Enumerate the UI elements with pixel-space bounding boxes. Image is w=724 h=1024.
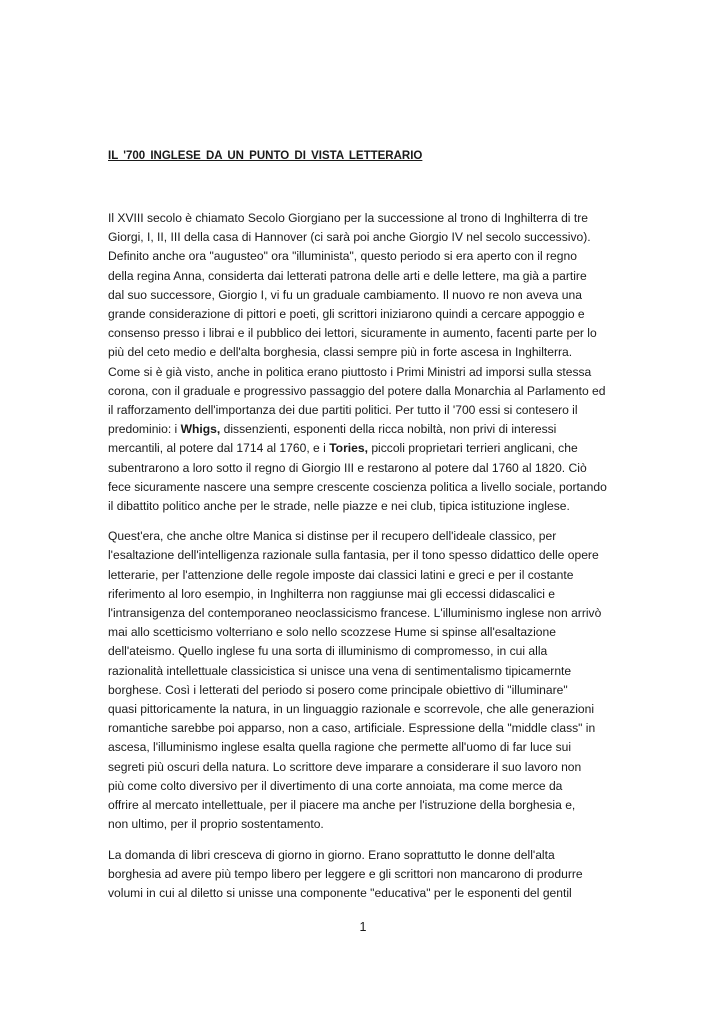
text-line: più del ceto medio e dell'alta borghesia, classi sempre più in forte ascesa in Inghilterra.	[108, 345, 573, 360]
text-line	[108, 439, 618, 458]
text-line: dal suo successore, Giorgio I, vi fu un graduale cambiamento. Il nuovo re non aveva una	[108, 287, 582, 302]
text-line: dell'ateismo. Quello inglese fu una sorta di illuminismo di compromesso, in cui alla	[108, 644, 548, 659]
paragraph-2	[108, 527, 618, 834]
paragraph-3	[108, 846, 618, 904]
bold-term-tories: Tories,	[329, 441, 368, 456]
text-line: della regina Anna, considerta dai letterati patrona delle arti e delle lettere, ma già a partire	[108, 268, 587, 283]
text-line: romantiche sarebbe poi apparso, non a caso, artificiale. Espressione della "middle class" in	[108, 721, 596, 736]
text-line: consenso presso i librai e il pubblico dei lettori, sicuramente in aumento, facenti parte per lo	[108, 326, 597, 341]
text-fragment: piccoli proprietari terrieri anglicani, che	[367, 441, 578, 456]
text-fragment: predominio: i	[108, 422, 181, 437]
text-line: l'esaltazione dell'intelligenza razionale sulla fantasia, per il tono spesso didattico delle opere	[108, 548, 599, 563]
paragraph-1	[108, 209, 618, 516]
text-line: il rafforzamento dell'importanza dei due partiti politici. Per tutto il '700 essi si contesero il	[108, 403, 578, 418]
text-line: borghese. Così i letterati del periodo si posero come principale obiettivo di "illuminare"	[108, 682, 568, 697]
text-line: Il XVIII secolo è chiamato Secolo Giorgiano per la successione al trono di Inghilterra di tre	[108, 211, 588, 225]
document-title: IL '700 INGLESE DA UN PUNTO DI VISTA LETTERARIO	[108, 150, 423, 162]
text-line: l'intransigenza del contemporaneo neoclassicismo francese. L'illuminismo inglese non arrivò	[108, 606, 602, 621]
text-line: ascesa, l'illuminismo inglese esalta quella ragione che permette all'uomo di far luce sui	[108, 740, 572, 755]
text-line: il dibattito politico anche per le strade, nelle piazze e nei club, tipica istituzione inglese.	[108, 499, 570, 514]
text-line: quasi pittoricamente la natura, in un linguaggio razionale e scorrevole, che alle generazioni	[108, 702, 595, 717]
page-number: 1	[359, 920, 367, 934]
text-line: La domanda di libri cresceva di giorno in giorno. Erano soprattutto le donne dell'alta	[108, 847, 555, 862]
document-body	[108, 209, 618, 914]
text-line: offrire al mercato intellettuale, per il piacere ma anche per l'istruzione della borghesia e,	[108, 798, 576, 813]
bold-term-whigs: Whigs,	[180, 422, 221, 437]
text-line: Come si è già visto, anche in politica erano piuttosto i Primi Ministri ad imporsi sulla stessa	[108, 364, 592, 379]
text-line: più come colto diversivo per il divertimento di una corte annoiata, ma come merce da	[108, 778, 563, 793]
text-line: letterarie, per l'attenzione delle regole imposte dai classici latini e greci e per il costante	[108, 567, 574, 582]
text-line: subentrarono a loro sotto il regno di Giorgio III e restarono al potere dal 1760 al 1820. Ciò	[108, 460, 587, 475]
text-line: riferimento al loro esempio, in Inghilterra non raggiunse mai gli eccessi didascalici e	[108, 586, 556, 601]
text-line	[108, 420, 618, 439]
text-line: mai allo scetticismo volterriano e solo nello scozzese Hume si spinse all'esaltazione	[108, 625, 556, 640]
text-line: Definito anche ora "augusteo" ora "illuminista", questo periodo si era aperto con il regno	[108, 249, 577, 264]
text-line: fece sicuramente nascere una sempre crescente coscienza politica a livello sociale, portando	[108, 479, 607, 494]
text-line: corona, con il graduale e progressivo passaggio del potere dalla Monarchia al Parlamento ed	[108, 383, 606, 398]
text-line: non ultimo, per il proprio sostentamento.	[108, 817, 324, 832]
text-line: grande considerazione di pittori e poeti, gli scrittori iniziarono quindi a cercare appoggio e	[108, 307, 585, 322]
text-line: Quest'era, che anche oltre Manica si distinse per il recupero dell'ideale classico, per	[108, 529, 557, 544]
text-fragment: dissenzienti, esponenti della ricca nobiltà, non privi di interessi	[220, 422, 557, 437]
text-line: razionalità intellettuale classicistica si unisce una vena di sentimentalismo tipicamernte	[108, 663, 572, 678]
text-line: borghesia ad avere più tempo libero per leggere e gli scrittori non mancarono di produrre	[108, 866, 583, 881]
text-line: volumi in cui al diletto si unisse una componente "educativa" per le esponenti del gentil	[108, 885, 572, 900]
text-line: Giorgi, I, II, III della casa di Hannover (ci sarà poi anche Giorgio IV nel secolo successivo).	[108, 230, 591, 245]
text-fragment: mercantili, al potere dal 1714 al 1760, e i	[108, 441, 330, 456]
text-line: segreti più oscuri della natura. Lo scrittore deve imparare a considerare il suo lavoro non	[108, 759, 582, 774]
